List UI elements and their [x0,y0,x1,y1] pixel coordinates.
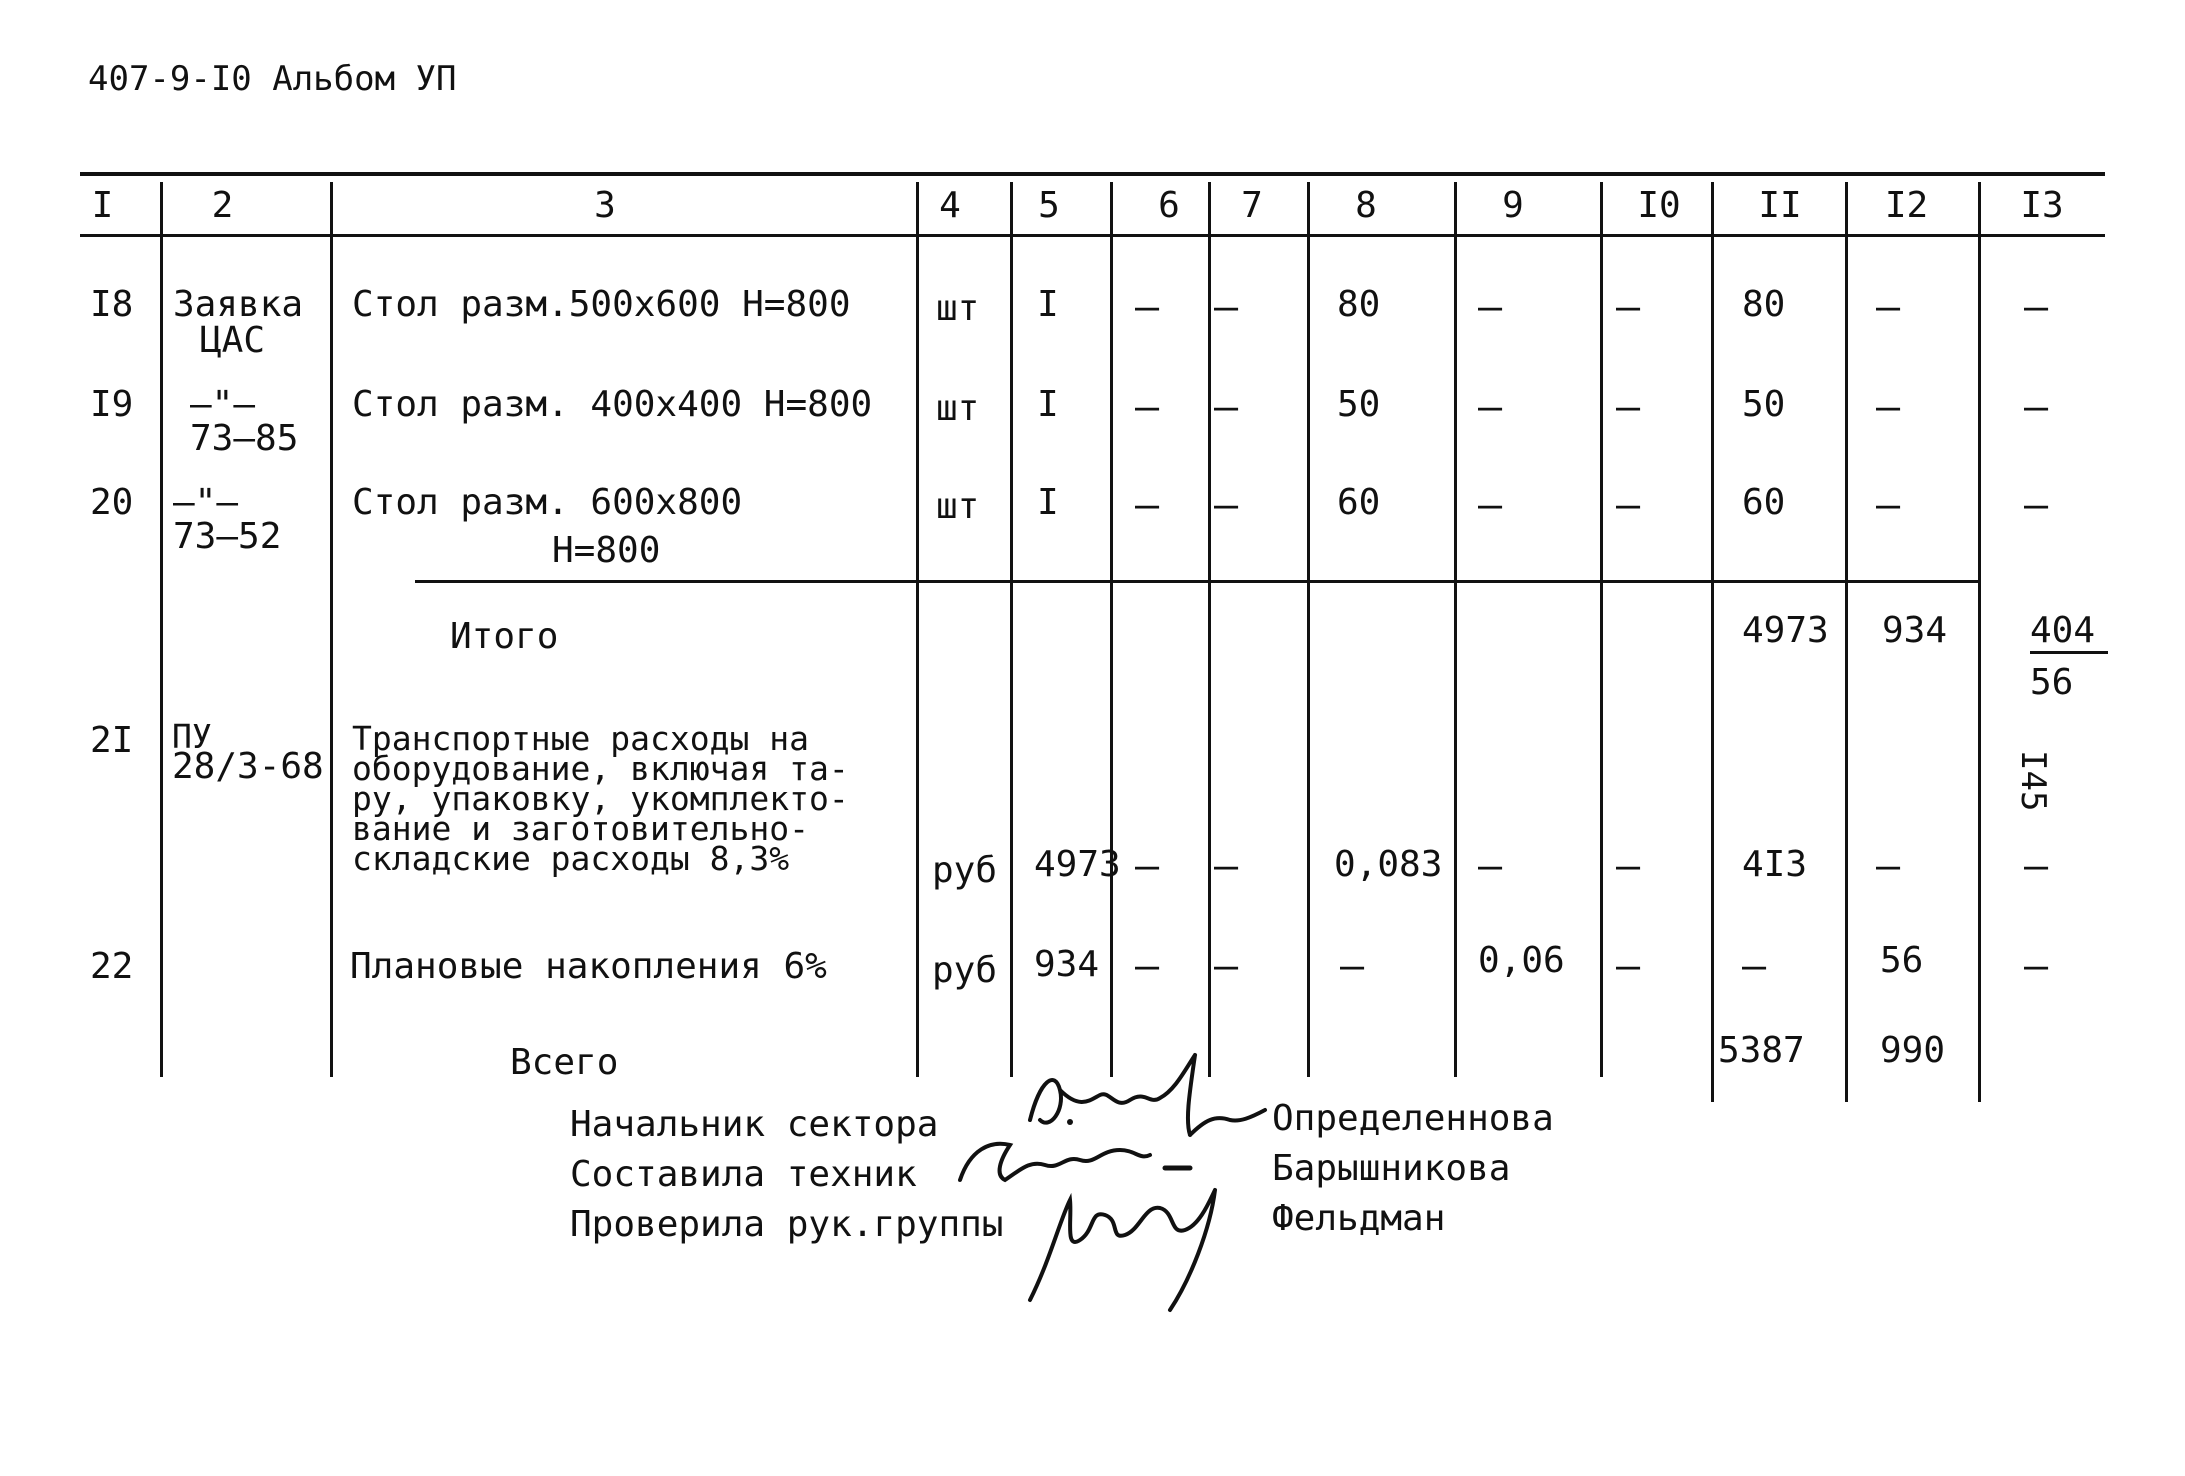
row-reference: 73–85 [190,418,299,459]
cell-col5: I [1037,384,1059,425]
cell-col7: – [1214,943,1239,989]
cell-col7: – [1214,284,1239,330]
row-reference: Заявка [173,284,304,325]
cell-col6: – [1135,384,1160,430]
subtotal-rule [415,580,1980,583]
cell-col11: – [1742,943,1767,989]
row-unit: руб [932,950,998,991]
cell-col7: – [1214,384,1239,430]
cell-col7: – [1214,482,1239,528]
cell-col13: – [2024,482,2049,528]
column-divider [1454,182,1457,1077]
fraction-bar [2030,651,2108,654]
column-divider [1845,182,1848,1102]
cell-col10: – [1616,843,1641,889]
cell-col7: – [1214,843,1239,889]
row-name: складские расходы 8,3% [352,839,790,878]
column-header: 8 [1355,185,1377,226]
row-unit: шт [936,288,980,329]
signature-role: Составила техник [570,1154,917,1195]
column-header: I [91,185,114,226]
cell-col11: 4I3 [1742,844,1808,885]
signature-name: Фельдман [1272,1198,1446,1239]
column-divider [330,182,333,1077]
column-divider [1110,182,1113,1077]
cell-col9: – [1478,843,1503,889]
row-reference: –"– [173,482,239,523]
cell-col12: – [1876,284,1901,330]
cell-col10: – [1616,943,1641,989]
row-number: 2I [90,720,134,761]
row-name: Плановые накопления 6% [350,946,827,987]
column-header: 2 [211,185,234,226]
row-name: ру, упаковку, укомплекто- [352,779,849,818]
column-header: I0 [1637,185,1681,226]
column-divider [160,182,163,1077]
column-divider [1307,182,1310,1077]
row-unit: руб [932,850,998,891]
cell-col5: 4973 [1034,844,1121,885]
cell-col10: – [1616,482,1641,528]
cell-col9: – [1478,284,1503,330]
cell-col8: 60 [1337,482,1381,523]
cell-col12: – [1876,384,1901,430]
column-header: I3 [2020,185,2064,226]
total-col11: 5387 [1718,1030,1805,1071]
subtotal-col12: 934 [1882,610,1948,651]
side-page-number: I45 [2013,750,2053,812]
cell-col6: – [1135,284,1160,330]
cell-col5: 934 [1034,944,1100,985]
row-reference: ПУ [172,717,212,756]
cell-col10: – [1616,284,1641,330]
cell-col8: 80 [1337,284,1381,325]
cell-col6: – [1135,482,1160,528]
table-top-border [80,172,2105,176]
cell-col6: – [1135,943,1160,989]
row-name: Транспортные расходы на [352,719,809,758]
column-divider [1010,182,1013,1077]
column-divider [1711,182,1714,1102]
cell-col9: 0,06 [1478,940,1565,981]
cell-col13: – [2024,843,2049,889]
column-header: 9 [1502,185,1524,226]
subtotal-col13-bottom: 56 [2030,662,2074,703]
row-number: I8 [90,284,134,325]
row-name: Стол разм. 600x800 [352,482,743,523]
row-reference: –"– [190,384,256,425]
row-unit: шт [936,388,980,429]
row-number: 20 [90,482,134,523]
handwritten-signature-3 [1010,1180,1250,1320]
cell-col11: 50 [1742,384,1786,425]
row-reference: 28/3-68 [172,746,324,787]
column-header: 4 [939,185,961,226]
cell-col13: – [2024,943,2049,989]
cell-col13: – [2024,384,2049,430]
cell-col12: 56 [1880,940,1924,981]
subtotal-label: Итого [450,616,559,657]
signature-role: Начальник сектора [570,1104,939,1145]
column-header: I2 [1884,185,1929,226]
row-name: Стол разм.500x600 Н=800 [352,284,851,325]
row-reference: ЦАС [200,320,266,361]
row-number: I9 [90,384,134,425]
row-name: оборудование, включая та- [352,749,849,788]
cell-col8: 50 [1337,384,1381,425]
signature-name: Барышникова [1272,1148,1511,1189]
column-header: II [1758,185,1802,226]
cell-col8: – [1340,943,1365,989]
cell-col9: – [1478,384,1503,430]
column-header: 7 [1241,185,1263,226]
column-divider [1978,182,1981,1102]
row-unit: шт [936,486,980,527]
cell-col12: – [1876,843,1901,889]
cell-col12: – [1876,482,1901,528]
row-name: Н=800 [552,530,661,571]
column-header: 3 [594,185,616,226]
cell-col8: 0,083 [1334,844,1443,885]
column-divider [1208,182,1211,1077]
cell-col9: – [1478,482,1503,528]
row-reference: 73–52 [173,516,282,557]
document-reference: 407-9-I0 Альбом УП [88,59,457,99]
cell-col11: 60 [1742,482,1786,523]
cell-col5: I [1037,284,1059,325]
cell-col5: I [1037,482,1059,523]
signature-role: Проверила рук.группы [570,1204,1004,1245]
header-bottom-border [80,234,2105,237]
column-divider [1600,182,1603,1077]
signature-name: Определеннова [1272,1098,1554,1139]
row-name: Стол разм. 400x400 Н=800 [352,384,873,425]
column-divider [916,182,919,1077]
total-col12: 990 [1880,1030,1946,1071]
cell-col10: – [1616,384,1641,430]
cell-col6: – [1135,843,1160,889]
subtotal-col13-top: 404 [2030,610,2096,651]
row-name: вание и заготовительно- [352,809,809,848]
row-number: 22 [90,946,134,987]
column-header: 6 [1158,185,1180,226]
cell-col11: 80 [1742,284,1786,325]
column-header: 5 [1038,185,1060,226]
subtotal-col11: 4973 [1742,610,1829,651]
cell-col13: – [2024,284,2049,330]
total-label: Всего [510,1042,619,1083]
